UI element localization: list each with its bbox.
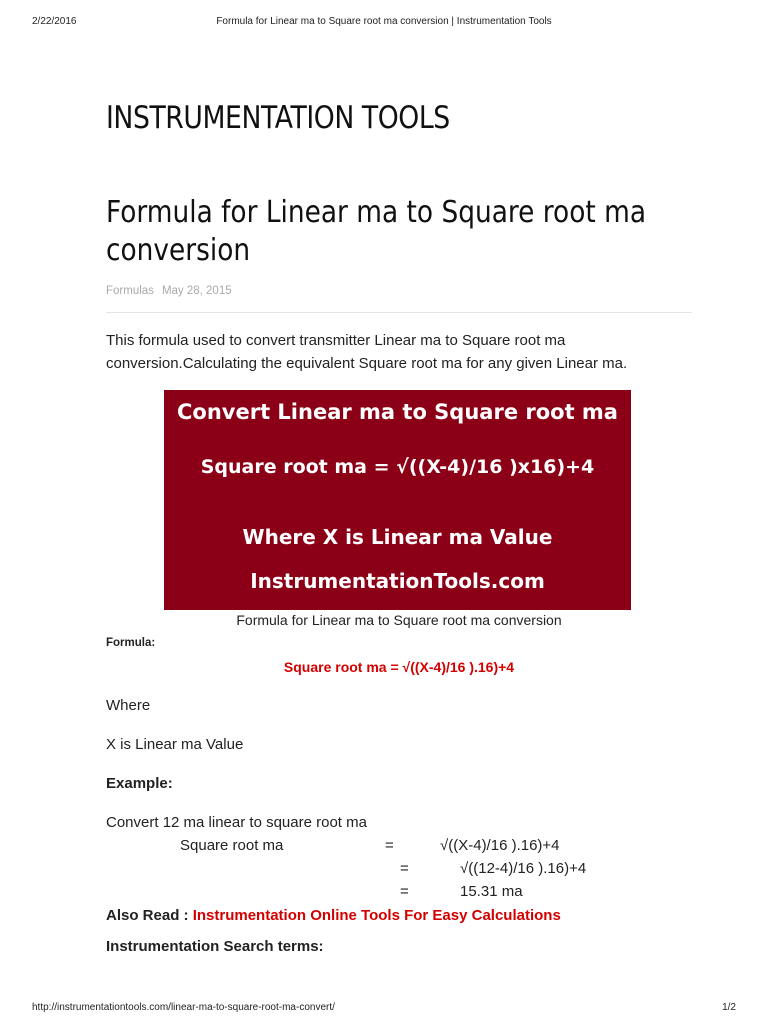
also-read bbox=[106, 907, 561, 924]
image-caption: Formula for Linear ma to Square root ma conversion bbox=[236, 612, 562, 628]
print-url: http://instrumentationtools.com/linear-ma-to-square-root-ma-convert/ bbox=[32, 1002, 335, 1013]
also-read-label: Also Read : bbox=[106, 907, 189, 924]
calc-row-1: √((X-4)/16 ).16)+4 bbox=[440, 837, 560, 854]
category-link[interactable]: Formulas bbox=[106, 285, 154, 297]
search-terms-heading: Instrumentation Search terms: bbox=[106, 938, 324, 955]
calc-equals-3: = bbox=[400, 883, 409, 900]
site-name-link[interactable]: INSTRUMENTATION TOOLS bbox=[106, 100, 450, 136]
print-header bbox=[32, 16, 736, 30]
calc-lhs: Square root ma bbox=[180, 837, 284, 854]
x-definition: X is Linear ma Value bbox=[106, 736, 244, 753]
intro-paragraph: This formula used to convert transmitter Linear ma to Square root ma conversion.Calculating the equivalent Square root ma for any given Linear ma. bbox=[106, 332, 628, 372]
print-footer bbox=[32, 1002, 736, 1016]
print-page-number: 1/2 bbox=[722, 1002, 736, 1013]
example-heading: Example: bbox=[106, 775, 173, 792]
formula-label: Formula: bbox=[106, 637, 156, 649]
article-meta bbox=[106, 285, 232, 297]
print-date: 2/22/2016 bbox=[32, 16, 77, 27]
example-intro: Convert 12 ma linear to square root ma bbox=[106, 814, 367, 831]
calc-equals-1: = bbox=[385, 837, 394, 854]
formula-banner-image bbox=[164, 390, 631, 610]
banner-line-4: InstrumentationTools.com bbox=[250, 569, 545, 593]
also-read-link[interactable]: Instrumentation Online Tools For Easy Calculations bbox=[192, 907, 561, 924]
article-title: Formula for Linear ma to Square root ma conversion bbox=[106, 195, 647, 268]
banner-line-2: Square root ma = √((X-4)/16 )x16)+4 bbox=[200, 456, 595, 478]
where-text: Where bbox=[106, 697, 151, 714]
formula-text: Square root ma = √((X-4)/16 ).16)+4 bbox=[283, 659, 515, 675]
print-document-title: Formula for Linear ma to Square root ma conversion | Instrumentation Tools bbox=[216, 16, 552, 27]
banner-line-1: Convert Linear ma to Square root ma bbox=[177, 400, 618, 424]
banner-line-3: Where X is Linear ma Value bbox=[242, 525, 553, 549]
meta-divider bbox=[106, 312, 692, 313]
calc-row-2: √((12-4)/16 ).16)+4 bbox=[460, 860, 587, 877]
calc-row-3: 15.31 ma bbox=[460, 883, 523, 900]
calc-equals-2: = bbox=[400, 860, 409, 877]
post-date: May 28, 2015 bbox=[161, 285, 232, 297]
